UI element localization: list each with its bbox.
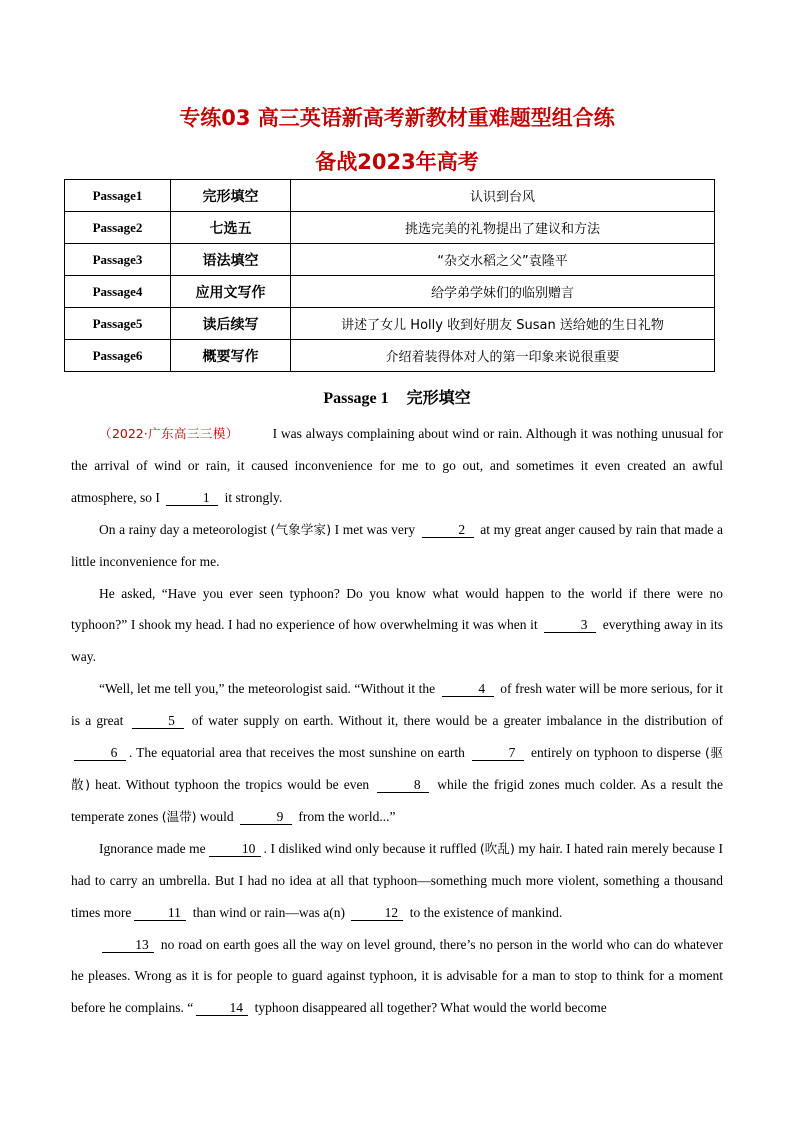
blank-12[interactable]: 12 — [351, 905, 403, 921]
paragraph-text: from the world...” — [298, 808, 396, 824]
passage-name-cell: Passage6 — [65, 340, 171, 372]
paragraph-text: . I disliked wind only because it ruffled — [263, 840, 477, 856]
blank-6[interactable]: 6 — [74, 745, 126, 761]
blank-4[interactable]: 4 — [442, 681, 494, 697]
paragraph-text: everything away in its way. — [71, 617, 723, 665]
passage-name-cell: Passage3 — [65, 244, 171, 276]
table-row — [65, 212, 715, 244]
passage-desc-cell: 给学弟学妹们的临别赠言 — [291, 276, 715, 308]
paragraph-text: my hair. I hated rain merely because I had to carry an umbrella. But I had no idea at all that typhoon—something much more violent, something a thousand times more — [71, 840, 723, 920]
paragraph-text: to the existence of mankind. — [409, 904, 563, 920]
paragraph-text: than wind or rain—was a(n) — [192, 904, 345, 920]
paragraph-text: I was always complaining about wind or rain. Although it was nothing unusual for the arrival of wind or rain, it caused inconvenience for me to go out, and sometimes it even created an awful atmosphere, so I — [71, 426, 724, 505]
paragraph-text: of fresh water will be more serious, for it is a great — [71, 681, 723, 729]
table-row — [65, 276, 715, 308]
passage-type-cell: 七选五 — [171, 212, 291, 244]
paragraph — [71, 673, 723, 833]
paragraph — [71, 929, 723, 1025]
paragraph-text: it strongly. — [224, 489, 283, 505]
blank-5[interactable]: 5 — [132, 713, 184, 729]
passage-heading-cn: 完形填空 — [406, 388, 471, 407]
passage-desc-cell: 讲述了女儿 Holly 收到好朋友 Susan 送给她的生日礼物 — [291, 308, 715, 340]
paragraph-text: of water supply on earth. Without it, there would be a greater imbalance in the distribution of — [191, 713, 723, 729]
paragraph-text: He asked, “Have you ever seen typhoon? Do you know what would happen to the world if there were no typhoon?” I shook my head. I had no experience of how overwhelming it was when it — [71, 585, 723, 633]
passage-type-cell: 完形填空 — [171, 180, 291, 212]
paragraph-text: heat. Without typhoon the tropics would be even — [95, 776, 370, 792]
blank-7[interactable]: 7 — [472, 745, 524, 761]
gloss-text: (温带) — [161, 808, 197, 824]
table-row — [65, 340, 715, 372]
paragraph — [71, 833, 723, 929]
passage-type-cell: 读后续写 — [171, 308, 291, 340]
blank-1[interactable]: 1 — [166, 490, 218, 506]
blank-13[interactable]: 13 — [102, 937, 154, 953]
gloss-text: (驱散) — [71, 745, 723, 792]
blank-8[interactable]: 8 — [377, 777, 429, 793]
gloss-text: (吹乱) — [479, 840, 515, 856]
gloss-text: (气象学家) — [270, 521, 332, 537]
table-row — [65, 244, 715, 276]
table-row — [65, 308, 715, 340]
passage-name-cell: Passage5 — [65, 308, 171, 340]
paragraph — [71, 418, 723, 514]
paragraph-text: I met was very — [334, 521, 416, 537]
passage-desc-cell: 介绍着装得体对人的第一印象来说很重要 — [291, 340, 715, 372]
paragraph-text: entirely on typhoon to disperse — [531, 745, 701, 761]
table-row — [65, 180, 715, 212]
passage-desc-cell: 认识到台风 — [291, 180, 715, 212]
blank-11[interactable]: 11 — [134, 905, 186, 921]
blank-14[interactable]: 14 — [196, 1000, 248, 1016]
paragraph-text: would — [199, 808, 234, 824]
passage-desc-cell: “杂交水稻之父”袁隆平 — [291, 244, 715, 276]
passage-desc-cell: 挑选完美的礼物提出了建议和方法 — [291, 212, 715, 244]
passage-overview-table — [64, 179, 715, 372]
paragraph-text: . The equatorial area that receives the most sunshine on earth — [129, 745, 465, 761]
blank-10[interactable]: 10 — [209, 841, 261, 857]
passage-body — [71, 418, 723, 1024]
paragraph-text: no road on earth goes all the way on level ground, there’s no person in the world who can do whatever he pleases. Wrong as it is for people to guard against typhoon, it is advisable for a man to stop to think for a moment before he complains. “ — [71, 936, 724, 1016]
source-label: （2022·广东高三三模） — [99, 426, 239, 441]
paragraph-text: while the frigid zones much colder. As a result the temperate zones — [71, 776, 723, 824]
passage-name-cell: Passage2 — [65, 212, 171, 244]
blank-9[interactable]: 9 — [240, 809, 292, 825]
passage-heading — [0, 385, 794, 408]
paragraph-text: typhoon disappeared all together? What would the world become — [254, 1000, 607, 1016]
passage-type-cell: 概要写作 — [171, 340, 291, 372]
blank-3[interactable]: 3 — [544, 617, 596, 633]
paragraph — [71, 578, 723, 674]
passage-heading-en: Passage 1 — [323, 390, 389, 407]
passage-type-cell: 应用文写作 — [171, 276, 291, 308]
passage-name-cell: Passage4 — [65, 276, 171, 308]
paragraph — [71, 514, 723, 578]
blank-2[interactable]: 2 — [422, 522, 474, 538]
document-subtitle: 备战2023年高考 — [315, 150, 479, 174]
paragraph-text: at my great anger caused by rain that made a little inconvenience for me. — [71, 521, 724, 569]
paragraph-text: Ignorance made me — [99, 840, 206, 856]
passage-type-cell: 语法填空 — [171, 244, 291, 276]
paragraph-text: “Well, let me tell you,” the meteorologist said. “Without it the — [99, 681, 436, 697]
paragraph-text: On a rainy day a meteorologist — [99, 521, 267, 537]
document-title: 专练03 高三英语新高考新教材重难题型组合练 — [179, 106, 615, 130]
passage-name-cell: Passage1 — [65, 180, 171, 212]
